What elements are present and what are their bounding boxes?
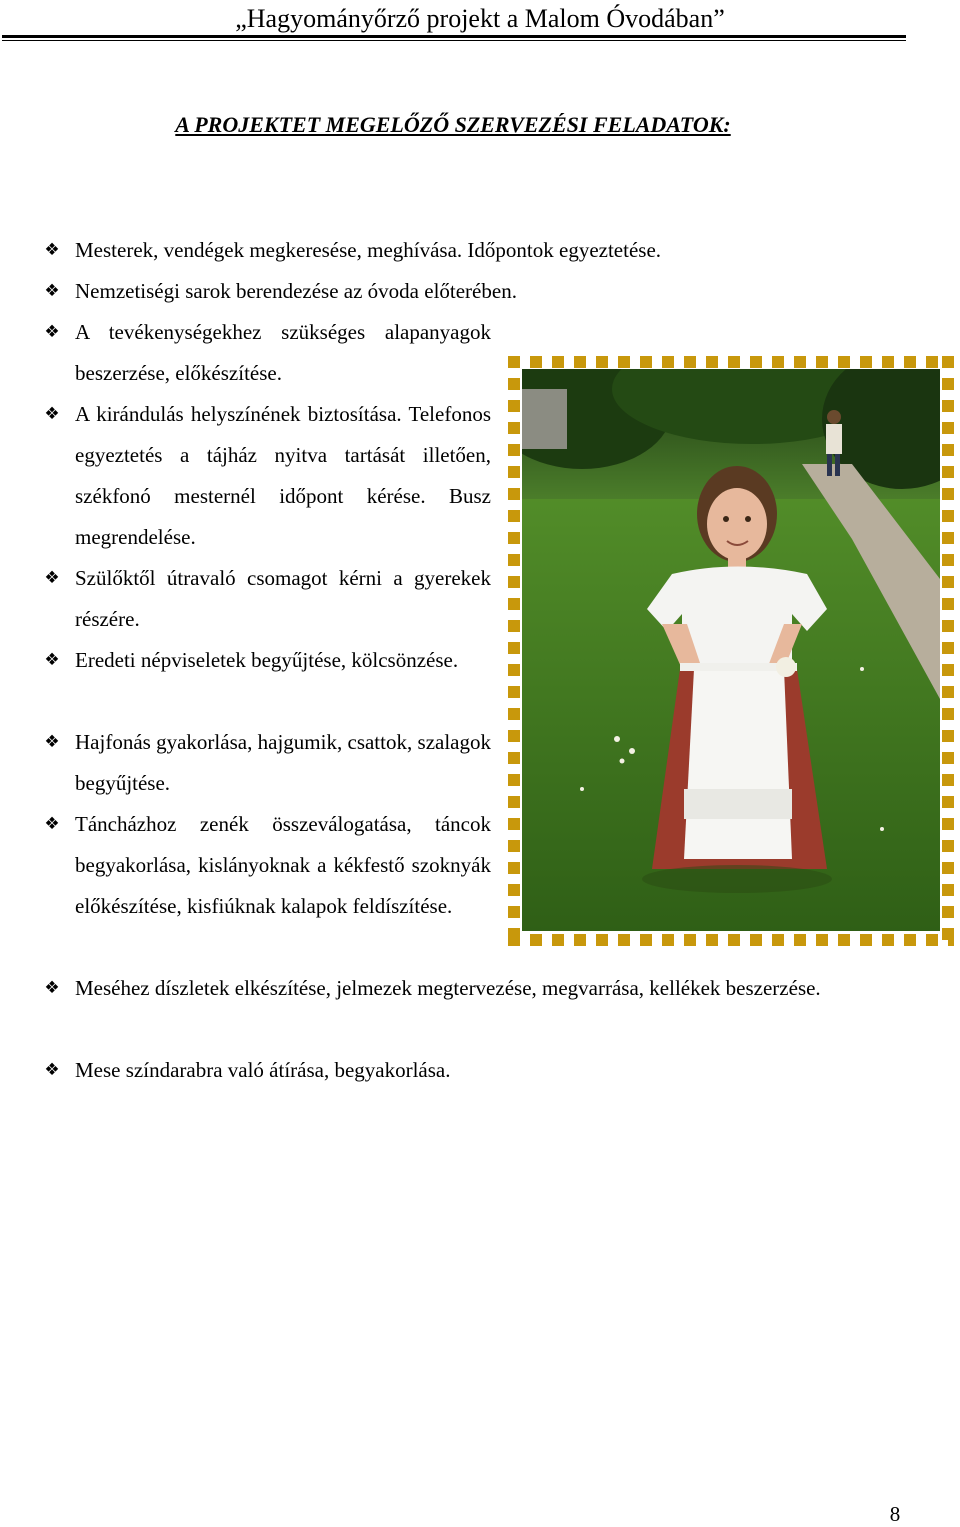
list-item-text: Hajfonás gyakorlása, hajgumik, csattok, szalagok begyűjtése.: [75, 730, 491, 795]
list-item: [40, 394, 491, 558]
list-item-text: Nemzetiségi sarok berendezése az óvoda előterében.: [75, 279, 517, 303]
diamond-bullet-icon: ❖: [44, 568, 60, 588]
diamond-bullet-icon: ❖: [44, 732, 60, 752]
list-item-text: Eredeti népviseletek begyűjtése, kölcsönzése.: [75, 648, 459, 672]
header-rule-thin: [2, 40, 906, 41]
list-item: [40, 804, 491, 927]
diamond-bullet-icon: ❖: [44, 814, 60, 834]
list-item-text: Mese színdarabra való átírása, begyakorlása.: [75, 1058, 451, 1082]
list-item: [40, 968, 902, 1009]
diamond-bullet-icon: ❖: [44, 650, 60, 670]
list-item-text: Mesterek, vendégek megkeresése, meghívása. Időpontok egyeztetése.: [75, 238, 662, 262]
list-item: [40, 558, 491, 640]
diamond-bullet-icon: ❖: [44, 281, 60, 301]
list-item-text: Meséhez díszletek elkészítése, jelmezek megtervezése, megvarrása, kellékek beszerzése.: [75, 976, 821, 1000]
photo-girl-in-folk-costume: [522, 369, 940, 931]
photo-illustration: [522, 369, 940, 931]
list-item-text: A kirándulás helyszínének biztosítása. Telefonos egyeztetés a tájház nyitva tartását illetően, székfonó mesternél időpont kérése. Busz megrendelése.: [75, 402, 491, 549]
list-item: [40, 230, 855, 271]
list-item: [40, 312, 491, 394]
diamond-bullet-icon: ❖: [44, 240, 60, 260]
list-item: [40, 271, 855, 312]
running-header: „Hagyományőrző projekt a Malom Óvodában”: [235, 4, 725, 33]
header-rule-thick: [2, 35, 906, 38]
list-item-text: A tevékenységekhez szükséges alapanyagok beszerzése, előkészítése.: [75, 320, 491, 385]
list-item-text: Táncházhoz zenék összeválogatása, táncok begyakorlása, kislányoknak a kékfestő szoknyák előkészítése, kisfiúknak kalapok feldíszítése.: [75, 812, 491, 918]
list-item: [40, 1050, 855, 1091]
diamond-bullet-icon: ❖: [44, 1060, 60, 1080]
list-item-text: Szülőktől útravaló csomagot kérni a gyerekek részére.: [75, 566, 491, 631]
list-item: [40, 640, 491, 681]
diamond-bullet-icon: ❖: [44, 978, 60, 998]
list-item: [40, 722, 491, 804]
diamond-bullet-icon: ❖: [44, 404, 60, 424]
page-number: 8: [889, 1502, 901, 1526]
diamond-bullet-icon: ❖: [44, 322, 60, 342]
section-title: A PROJEKTET MEGELŐZŐ SZERVEZÉSI FELADATOK:: [175, 112, 731, 137]
